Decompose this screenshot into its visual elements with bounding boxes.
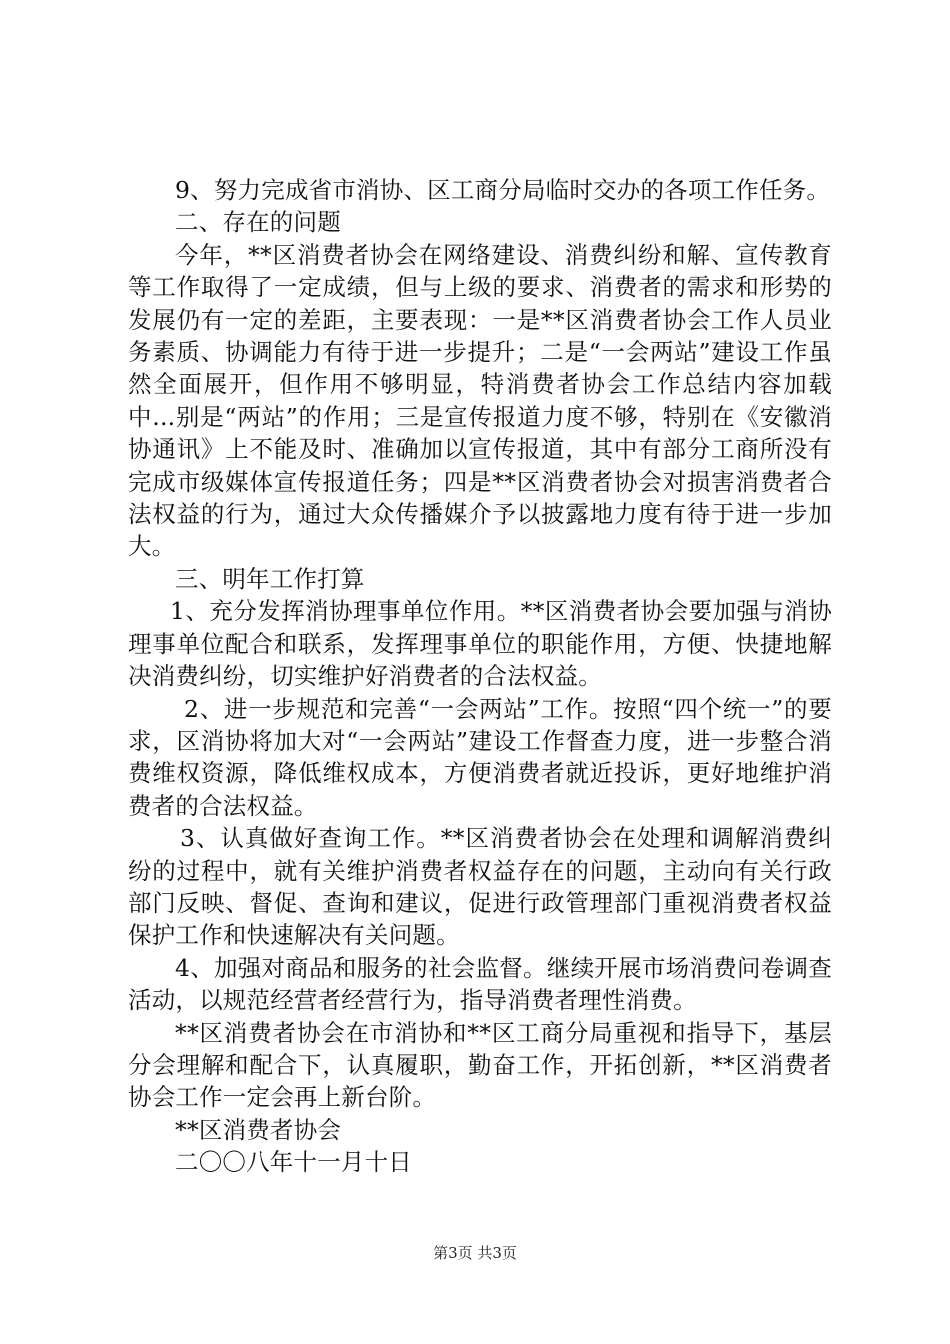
paragraph-item-9: 9、努力完成省市消协、区工商分局临时交办的各项工作任务。 bbox=[175, 176, 831, 204]
paragraph-plan-1: 1、充分发挥消协理事单位作用。**区消费者协会要加强与消协理事单位配合和联系，发挥理事单位的职能作用，方便、快捷地解决消费纠纷，切实维护好消费者的合法权益。 bbox=[128, 597, 832, 691]
page-indicator: 第3页 共3页 bbox=[433, 1244, 517, 1262]
page-footer bbox=[0, 1243, 950, 1263]
document-body bbox=[128, 174, 832, 1179]
section-heading-next-year-plan: 三、明年工作打算 bbox=[175, 564, 365, 593]
signature-date: 二〇〇八年十一月十日 bbox=[175, 1148, 412, 1177]
paragraph-plan-3: 3、认真做好查询工作。**区消费者协会在处理和调解消费纠纷的过程中，就有关维护消费者权益存在的问题，主动向有关行政部门反映、督促、查询和建议，促进行政管理部门重视消费者权益保护工作和快速解决有关问题。 bbox=[128, 824, 832, 950]
paragraph-plan-4: 4、加强对商品和服务的社会监督。继续开展市场消费问卷调查活动，以规范经营者经营行为，指导消费者理性消费。 bbox=[128, 953, 832, 1015]
paragraph-plan-2: 2、进一步规范和完善“一会两站”工作。按照“四个统一”的要求，区消协将加大对“一会两站”建设工作督查力度，进一步整合消费维权资源，降低维权成本，方便消费者就近投诉，更好地维护消费者的合法权益。 bbox=[128, 694, 832, 820]
section-heading-problems: 二、存在的问题 bbox=[175, 208, 341, 237]
signature-organization: **区消费者协会 bbox=[175, 1115, 342, 1144]
paragraph-conclusion: **区消费者协会在市消协和**区工商分局重视和指导下，基层分会理解和配合下，认真履职，勤奋工作，开拓创新，**区消费者协会工作一定会再上新台阶。 bbox=[128, 1018, 832, 1112]
paragraph-problems: 今年，**区消费者协会在网络建设、消费纠纷和解、宣传教育等工作取得了一定成绩，但与上级的要求、消费者的需求和形势的发展仍有一定的差距，主要表现：一是**区消费者协会工作人员业务素质、协调能力有待于进一步提升；二是“一会两站”建设工作虽然全面展开，但作用不够明显，特消费者协会工作总结内容加载中...别是“两站”的作用；三是宣传报道力度不够，特别在《安徽消协通讯》上不能及时、准确加以宣传报道，其中有部分工商所没有完成市级媒体宣传报道任务；四是**区消费者协会对损害消费者合法权益的行为，通过大众传播媒介予以披露地力度有待于进一步加大。 bbox=[128, 240, 832, 561]
